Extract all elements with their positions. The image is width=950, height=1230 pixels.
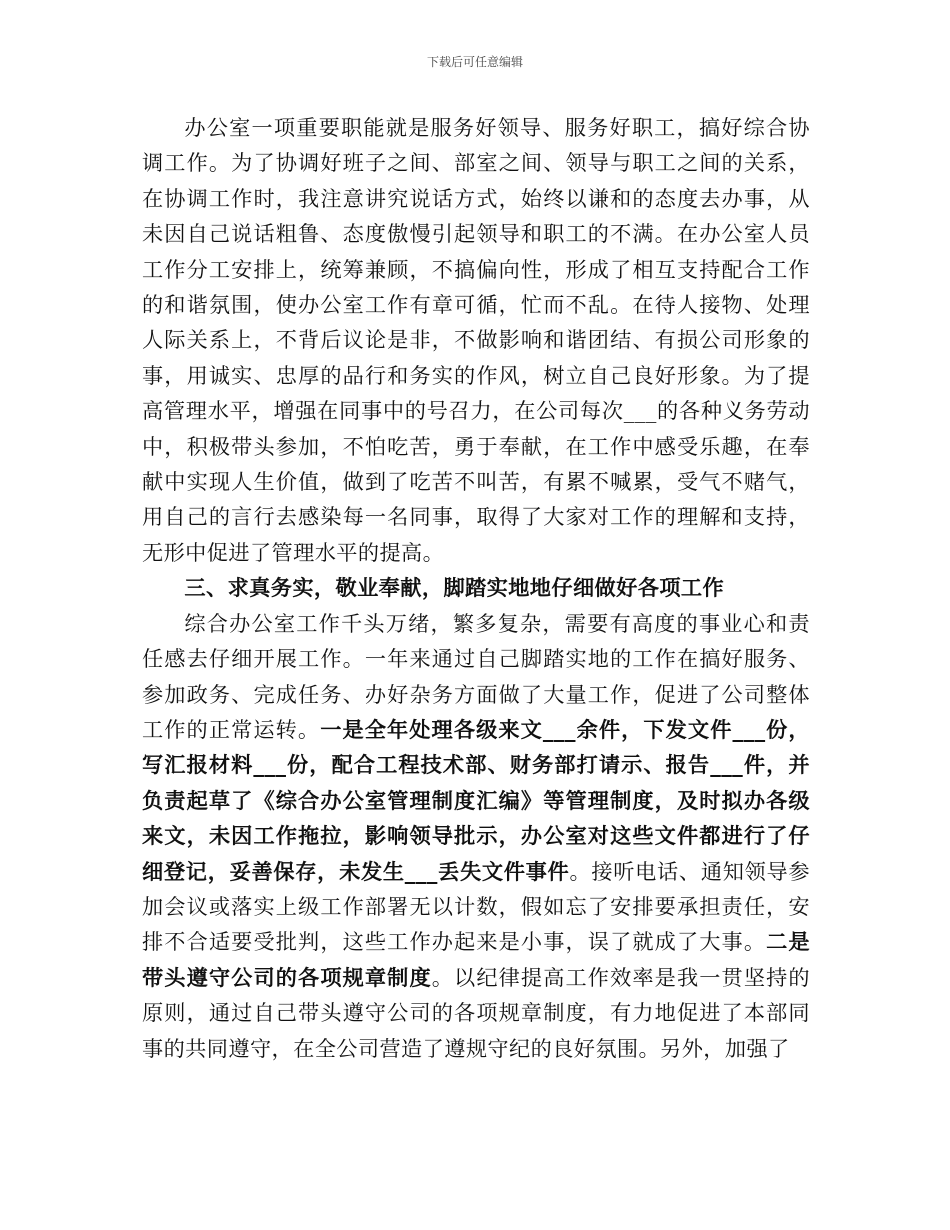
paragraph-text: 综合办公室工作千头万绪，繁多复杂，需要有高度的事业心和责任感去仔细开展工作。一年来通过自己脚踏实地的工作在搞好服务、参加政务、完成任务、办好杂务方面做了大量工作，促进了公司整体工作的正常运转。	[142, 610, 810, 742]
paragraph-office-work	[142, 606, 810, 1066]
document-body	[142, 110, 810, 1066]
paragraph-text: 。接听电话、通知领导参加会议或落实上级工作部署无以计数，假如忘了安排要承担责任，安排不合适要受批判，这些工作办起来是小事，误了就成了大事。	[142, 858, 810, 955]
section-heading-3: 三、求真务实，敬业奉献，脚踏实地地仔细做好各项工作	[184, 575, 725, 601]
bold-point-one: 一是全年处理各级来文___余件，下发文件___份，写汇报材料___份，配合工程技术部、财务部打请示、报告___件，并负责起草了《综合办公室管理制度汇编》等管理制度，及时拟办各级来文，未因工作拖拉，影响领导批示，办公室对这些文件都进行了仔细登记，妥善保存，未发生___丢失文件事件	[142, 716, 810, 884]
bold-point-two: 二是带头遵守公司的各项规章制度	[142, 929, 810, 990]
paragraph-text: 。以纪律提高工作效率是我一贯坚持的原则，通过自己带头遵守公司的各项规章制度，有力地促进了本部同事的共同遵守，在全公司营造了遵规守纪的良好氛围。另外，加强了	[142, 964, 810, 1061]
paragraph-coordination: 办公室一项重要职能就是服务好领导、服务好职工，搞好综合协调工作。为了协调好班子之间、部室之间、领导与职工之间的关系，在协调工作时，我注意讲究说话方式，始终以谦和的态度去办事，从未因自己说话粗鲁、态度傲慢引起领导和职工的不满。在办公室人员工作分工安排上，统筹兼顾，不搞偏向性，形成了相互支持配合工作的和谐氛围，使办公室工作有章可循，忙而不乱。在待人接物、处理人际关系上，不背后议论是非，不做影响和谐团结、有损公司形象的事，用诚实、忠厚的品行和务实的作风，树立自己良好形象。为了提高管理水平，增强在同事中的号召力，在公司每次___的各种义务劳动中，积极带头参加，不怕吃苦，勇于奉献，在工作中感受乐趣，在奉献中实现人生价值，做到了吃苦不叫苦，有累不喊累，受气不赌气，用自己的言行去感染每一名同事，取得了大家对工作的理解和支持，无形中促进了管理水平的提高。	[142, 115, 810, 565]
page-header: 下载后可任意编辑	[426, 55, 523, 69]
